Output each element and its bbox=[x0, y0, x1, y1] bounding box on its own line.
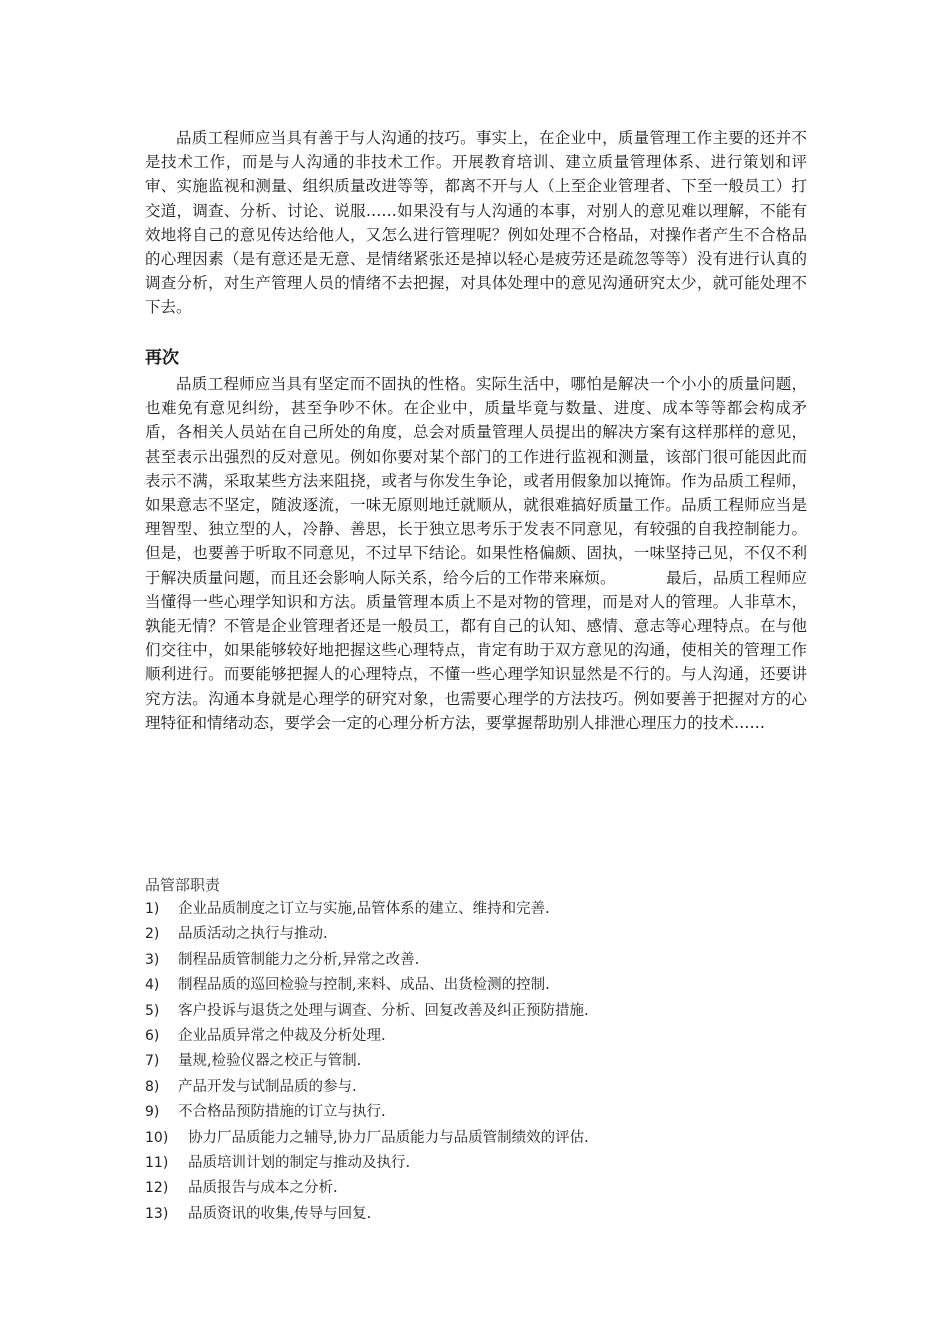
section-heading: 再次 bbox=[145, 348, 179, 368]
list-item-number: 10) bbox=[145, 1129, 169, 1146]
list-item-text: 品质资讯的收集,传导与回复. bbox=[188, 1205, 372, 1222]
list-item-number: 12) bbox=[145, 1180, 169, 1197]
list-item bbox=[145, 1127, 825, 1152]
list-item-number: 1) bbox=[145, 901, 160, 917]
list-item bbox=[145, 949, 825, 974]
paragraph-psychology: 最后，品质工程师应当懂得一些心理学知识和方法。质量管理本质上不是对物的管理，而是对人的管理。人非草木，孰能无情？不管是企业管理者还是一般员工，都有自己的认知、感情、意志等心理特点。在与他们交往中，如果能够较好地把握这些心理特点，肯定有助于双方意见的沟通，使相关的管理工作顺利进行。而要能够把握人的心理特点，不懂一些心理学知识显然是不行的。与人沟通，还要讲究方法。沟通本身就是心理学的研究对象，也需要心理学的方法技巧。例如要善于把握对方的心理特征和情绪动态，要学会一定的心理分析方法，要掌握帮助别人排泄心理压力的技术…… bbox=[145, 568, 807, 732]
list-item bbox=[145, 1152, 825, 1177]
list-item bbox=[145, 1101, 825, 1126]
list-item-number: 11) bbox=[145, 1154, 169, 1171]
list-item bbox=[145, 898, 825, 923]
list-item-text: 客户投诉与退货之处理与调查、分析、回复改善及纠正预防措施. bbox=[178, 1002, 589, 1019]
list-item-text: 企业品质制度之订立与实施,品管体系的建立、维持和完善. bbox=[178, 901, 550, 917]
paragraph-personality-psychology bbox=[145, 372, 807, 735]
list-item-number: 13) bbox=[145, 1205, 169, 1222]
list-item bbox=[145, 1000, 825, 1025]
list-item-text: 协力厂品质能力之辅导,协力厂品质能力与品质管制绩效的评估. bbox=[188, 1129, 589, 1146]
list-item bbox=[145, 1203, 825, 1228]
list-item-number: 6) bbox=[145, 1027, 160, 1044]
list-item bbox=[145, 1025, 825, 1050]
list-item-number: 9) bbox=[145, 1104, 160, 1121]
list-item-text: 量规,检验仪器之校正与管制. bbox=[178, 1053, 362, 1070]
list-item bbox=[145, 1177, 825, 1202]
list-item bbox=[145, 974, 825, 999]
paragraph-personality: 品质工程师应当具有坚定而不固执的性格。实际生活中，哪怕是解决一个小小的质量问题，也难免有意见纠纷，甚至争吵不休。在企业中，质量毕竟与数量、进度、成本等等都会构成矛盾，各相关人员站在自己所处的角度，总会对质量管理人员提出的解决方案有这样那样的意见，甚至表示出强烈的反对意见。例如你要对某个部门的工作进行监视和测量，该部门很可能因此而表示不满，采取某些方法来阻挠，或者与你发生争论，或者用假象加以掩饰。作为品质工程师，如果意志不坚定，随波逐流，一味无原则地迁就顺从，就很难搞好质量工作。品质工程师应当是理智型、独立型的人，冷静、善思，长于独立思考乐于发表不同意见，有较强的自我控制能力。但是，也要善于听取不同意见，不过早下结论。如果性格偏颇、固执，一味坚持己见，不仅不利于解决质量问题，而且还会影响人际关系，给今后的工作带来麻烦。 bbox=[145, 375, 807, 587]
list-item-text: 企业品质异常之仲裁及分析处理. bbox=[178, 1027, 386, 1044]
list-item-number: 7) bbox=[145, 1053, 160, 1070]
duties-list bbox=[145, 898, 825, 1228]
list-item-text: 品质活动之执行与推动. bbox=[178, 926, 328, 943]
list-item-text: 制程品质管制能力之分析,异常之改善. bbox=[178, 951, 420, 968]
list-item-text: 品质培训计划的制定与推动及执行. bbox=[188, 1154, 411, 1171]
list-item-text: 不合格品预防措施的订立与执行. bbox=[178, 1104, 386, 1121]
duties-list-title: 品管部职责 bbox=[145, 876, 221, 894]
list-item-number: 2) bbox=[145, 926, 160, 943]
list-item bbox=[145, 923, 825, 948]
list-item-number: 4) bbox=[145, 977, 160, 994]
list-item-number: 8) bbox=[145, 1078, 160, 1095]
list-item bbox=[145, 1050, 825, 1075]
list-item-number: 3) bbox=[145, 951, 160, 968]
list-item bbox=[145, 1076, 825, 1101]
list-item-number: 5) bbox=[145, 1002, 160, 1019]
list-item-text: 品质报告与成本之分析. bbox=[188, 1180, 338, 1197]
list-item-text: 制程品质的巡回检验与控制,来料、成品、出货检测的控制. bbox=[178, 977, 550, 994]
list-item-text: 产品开发与试制品质的参与. bbox=[178, 1078, 357, 1095]
paragraph-communication-skills: 品质工程师应当具有善于与人沟通的技巧。事实上，在企业中，质量管理工作主要的还并不是技术工作，而是与人沟通的非技术工作。开展教育培训、建立质量管理体系、进行策划和评审、实施监视和测量、组织质量改进等等，都离不开与人（上至企业管理者、下至一般员工）打交道，调查、分析、讨论、说服……如果没有与人沟通的本事，对别人的意见难以理解，不能有效地将自己的意见传达给他人，又怎么进行管理呢？例如处理不合格品，对操作者产生不合格品的心理因素（是有意还是无意、是情绪紧张还是掉以轻心是疲劳还是疏忽等等）没有进行认真的调查分析，对生产管理人员的情绪不去把握，对具体处理中的意见沟通研究太少，就可能处理不下去。 bbox=[145, 129, 807, 317]
